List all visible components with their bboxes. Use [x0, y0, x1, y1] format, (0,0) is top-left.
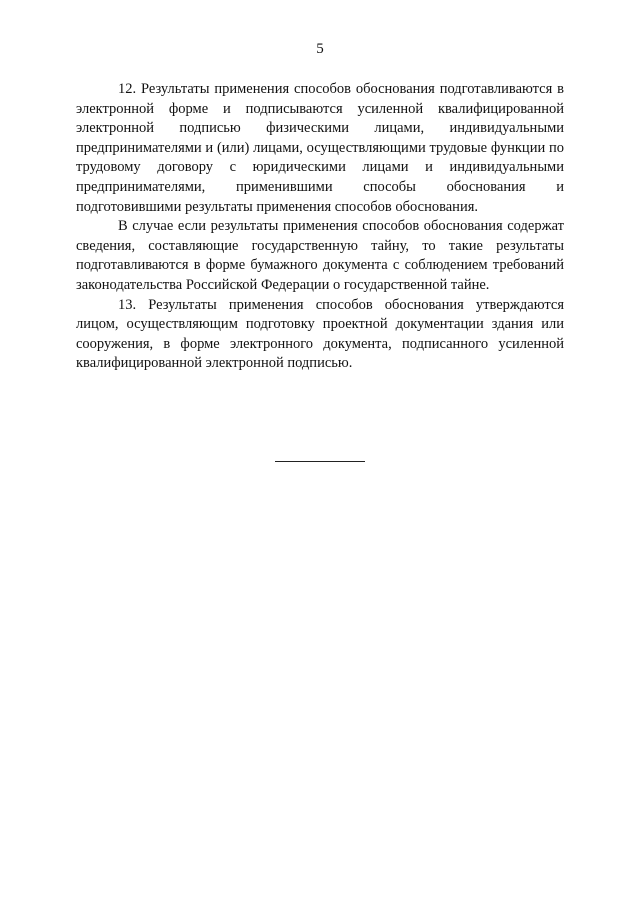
end-separator-line: [275, 461, 365, 462]
paragraph-12: 12. Результаты применения способов обоснования подготавливаются в электронной форме и подписываются усиленной квалифицированной электронной подписью физическими лицами, индивидуальными предпринимателями и (или) лицами, осуществляющими трудовые функции по трудовому договору с юридическими лицами и индивидуальными предпринимателями, применившими способы обоснования и подготовившими результаты применения способов обоснования.: [76, 81, 564, 215]
document-body: [76, 80, 564, 374]
page-number: 5: [316, 41, 324, 57]
paragraph-state-secret: В случае если результаты применения способов обоснования содержат сведения, составляющие государственную тайну, то такие результаты подготавливаются в форме бумажного документа с соблюдением требований законодательства Российской Федерации о государственной тайне.: [76, 218, 564, 293]
paragraph-13: 13. Результаты применения способов обоснования утверждаются лицом, осуществляющим подготовку проектной документации здания или сооружения, в форме электронного документа, подписанного усиленной квалифицированной электронной подписью.: [76, 296, 564, 372]
